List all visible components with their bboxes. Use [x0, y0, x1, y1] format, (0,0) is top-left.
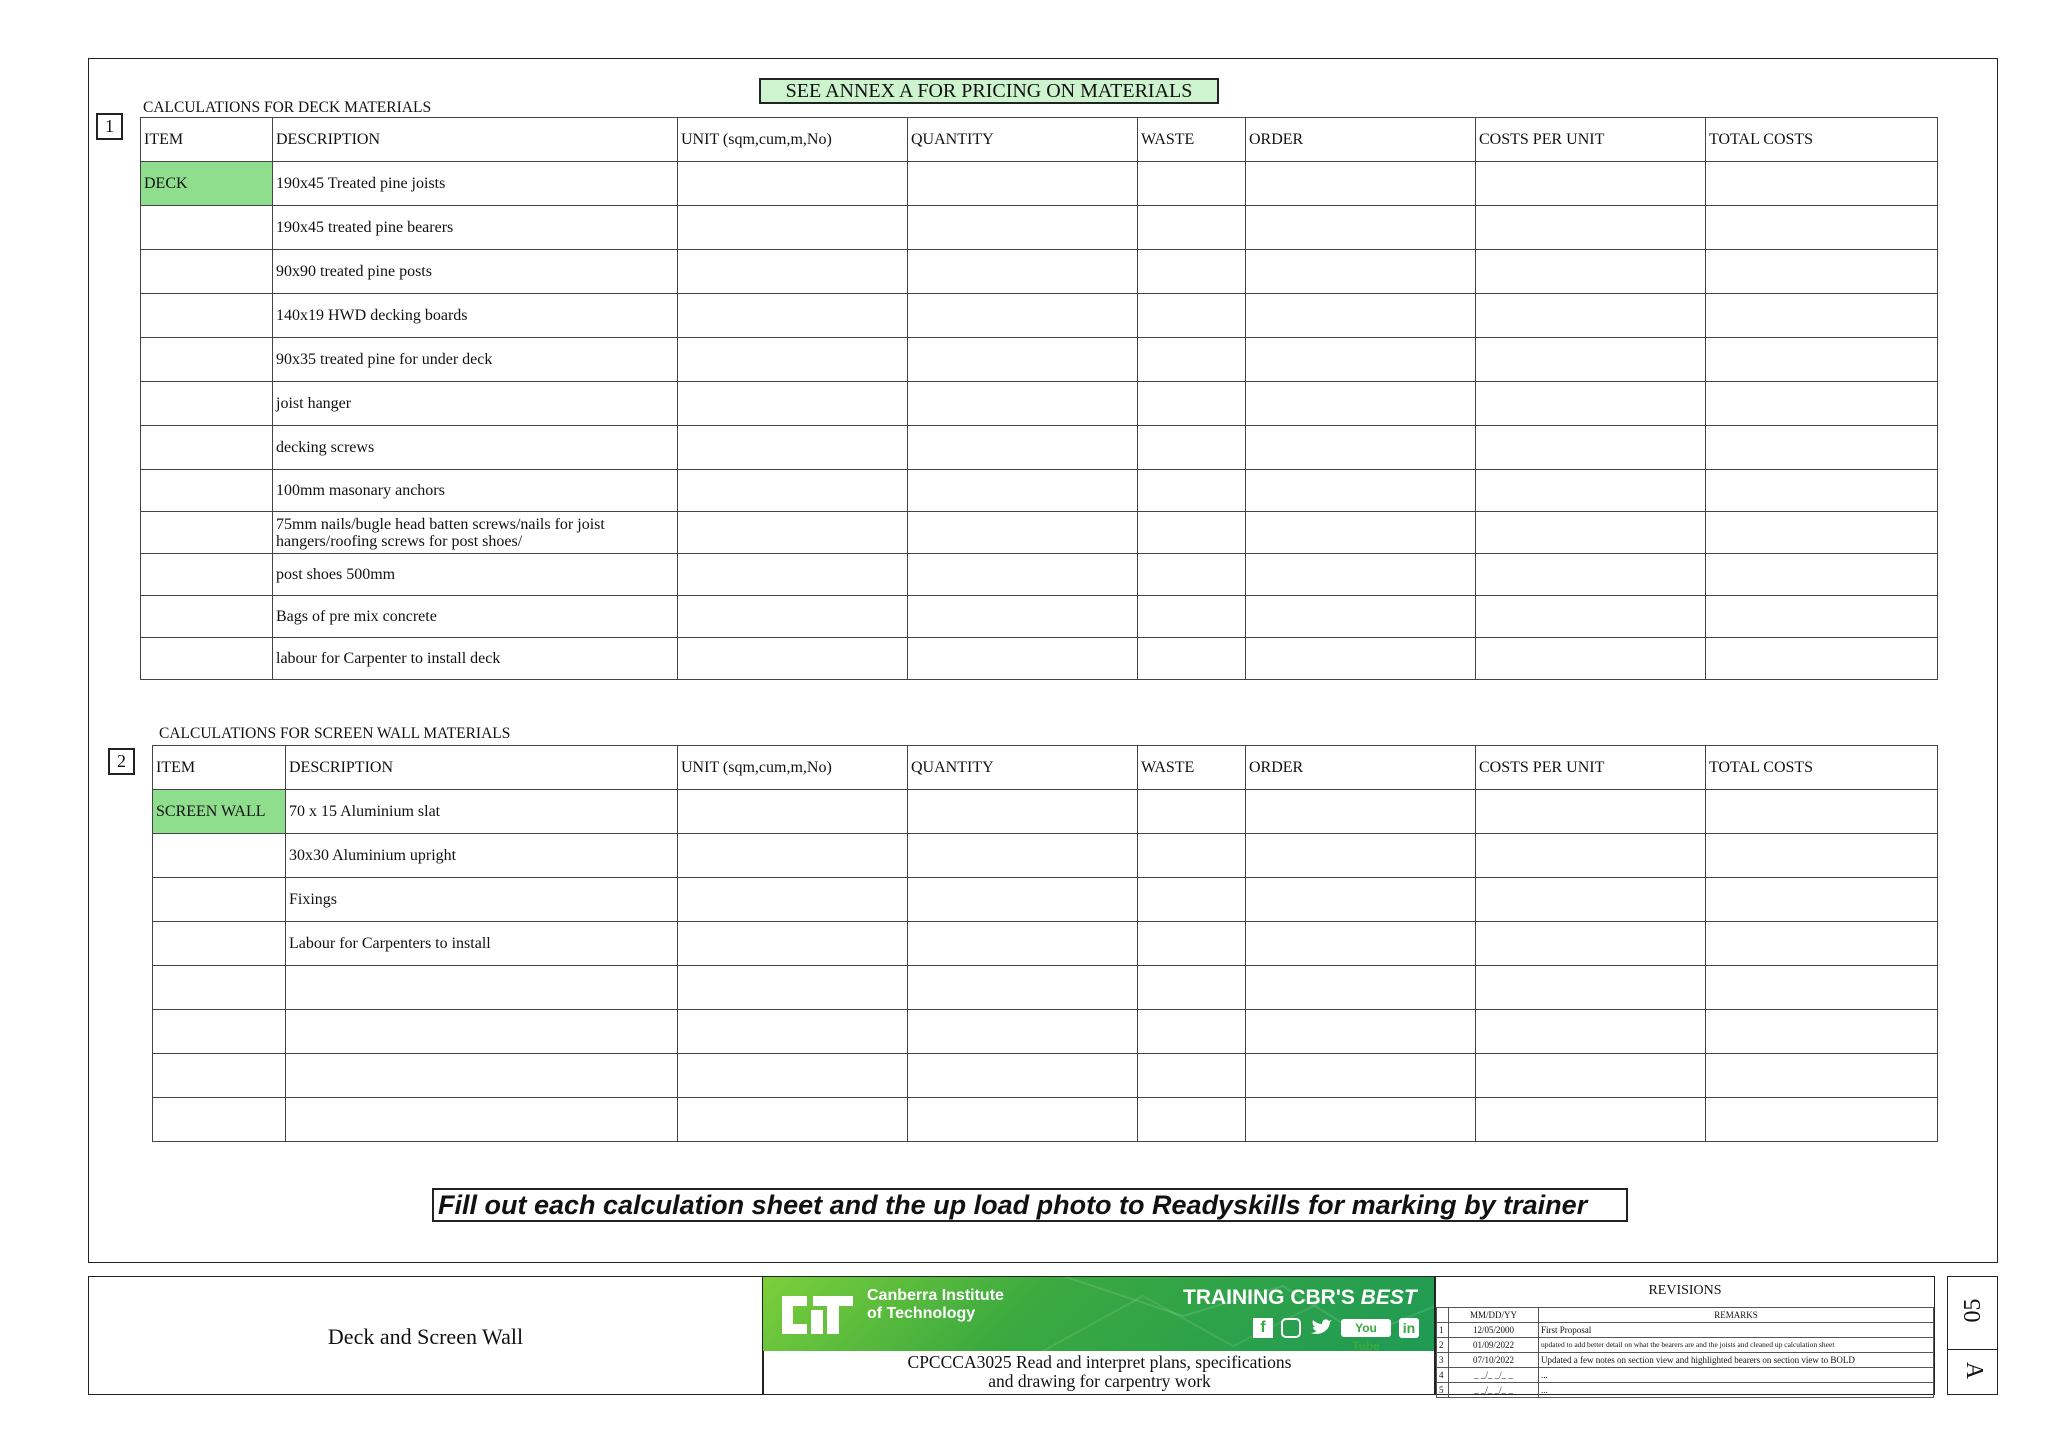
column-header: COSTS PER UNIT [1476, 118, 1706, 162]
description-cell: 90x35 treated pine for under deck [273, 338, 678, 382]
cost-per-unit-cell[interactable] [1476, 470, 1706, 512]
order-cell[interactable] [1246, 250, 1476, 294]
cost-per-unit-cell[interactable] [1476, 206, 1706, 250]
order-cell[interactable] [1246, 338, 1476, 382]
table-row [141, 426, 1938, 470]
description-cell: decking screws [273, 426, 678, 470]
column-header: ORDER [1246, 746, 1476, 790]
order-cell[interactable] [1246, 922, 1476, 966]
order-cell[interactable] [1246, 834, 1476, 878]
column-header: ORDER [1246, 118, 1476, 162]
description-cell [286, 1098, 678, 1142]
item-cell [141, 426, 273, 470]
order-cell[interactable] [1246, 638, 1476, 680]
item-cell [153, 1010, 286, 1054]
item-cell [153, 922, 286, 966]
quantity-cell[interactable] [908, 250, 1138, 294]
order-cell[interactable] [1246, 790, 1476, 834]
order-cell[interactable] [1246, 206, 1476, 250]
order-cell[interactable] [1246, 1098, 1476, 1142]
cost-per-unit-cell[interactable] [1476, 834, 1706, 878]
waste-cell[interactable] [1138, 966, 1246, 1010]
quantity-cell[interactable] [908, 294, 1138, 338]
total-cost-cell[interactable] [1706, 512, 1938, 554]
section-number-1: 1 [96, 113, 123, 140]
sheet-number: 05 [1960, 1298, 1986, 1323]
total-cost-cell[interactable] [1706, 1054, 1938, 1098]
item-cell [141, 512, 273, 554]
description-cell: Fixings [286, 878, 678, 922]
description-cell: labour for Carpenter to install deck [273, 638, 678, 680]
total-cost-cell[interactable] [1706, 596, 1938, 638]
unit-cell[interactable] [678, 790, 908, 834]
quantity-cell[interactable] [908, 596, 1138, 638]
column-header: UNIT (sqm,cum,m,No) [678, 118, 908, 162]
table-row [153, 878, 1938, 922]
revision-number: 3 [1437, 1353, 1449, 1368]
annex-notice: SEE ANNEX A FOR PRICING ON MATERIALS [759, 78, 1219, 104]
column-header: QUANTITY [908, 746, 1138, 790]
total-cost-cell[interactable] [1706, 834, 1938, 878]
total-cost-cell[interactable] [1706, 878, 1938, 922]
revisions-column-header [1437, 1308, 1449, 1323]
cost-per-unit-cell[interactable] [1476, 554, 1706, 596]
revisions-block [1435, 1276, 1935, 1395]
revision-date: 12/05/2000 [1449, 1323, 1539, 1338]
total-cost-cell[interactable] [1706, 554, 1938, 596]
revision-date: _ _/_ _/_ _ [1449, 1383, 1539, 1398]
column-header: COSTS PER UNIT [1476, 746, 1706, 790]
table-row [153, 1098, 1938, 1142]
item-cell: DECK [141, 162, 273, 206]
cost-per-unit-cell[interactable] [1476, 294, 1706, 338]
table-row [141, 162, 1938, 206]
total-cost-cell[interactable] [1706, 426, 1938, 470]
cost-per-unit-cell[interactable] [1476, 790, 1706, 834]
cost-per-unit-cell[interactable] [1476, 878, 1706, 922]
unit-cell[interactable] [678, 206, 908, 250]
description-cell [286, 966, 678, 1010]
table-header-row [141, 118, 1938, 162]
total-cost-cell[interactable] [1706, 294, 1938, 338]
column-header: DESCRIPTION [286, 746, 678, 790]
unit-cell[interactable] [678, 1098, 908, 1142]
order-cell[interactable] [1246, 1054, 1476, 1098]
description-cell: 100mm masonary anchors [273, 470, 678, 512]
quantity-cell[interactable] [908, 206, 1138, 250]
total-cost-cell[interactable] [1706, 1098, 1938, 1142]
drawing-title: Deck and Screen Wall [88, 1276, 763, 1395]
sheet-letter: A [1961, 1361, 1987, 1380]
table-row [141, 638, 1938, 680]
table-row [153, 966, 1938, 1010]
order-cell[interactable] [1246, 1010, 1476, 1054]
total-cost-cell[interactable] [1706, 382, 1938, 426]
quantity-cell[interactable] [908, 638, 1138, 680]
waste-cell[interactable] [1138, 206, 1246, 250]
table-row [153, 790, 1938, 834]
quantity-cell[interactable] [908, 1010, 1138, 1054]
sheet-id-block [1947, 1276, 1998, 1395]
facebook-icon[interactable]: f [1253, 1318, 1273, 1338]
column-header: ITEM [141, 118, 273, 162]
unit-cell[interactable] [678, 470, 908, 512]
deck-calculation-table [140, 117, 1938, 680]
table-row [141, 294, 1938, 338]
waste-cell[interactable] [1138, 250, 1246, 294]
waste-cell[interactable] [1138, 426, 1246, 470]
cost-per-unit-cell[interactable] [1476, 338, 1706, 382]
cost-per-unit-cell[interactable] [1476, 1054, 1706, 1098]
column-header: QUANTITY [908, 118, 1138, 162]
waste-cell[interactable] [1138, 512, 1246, 554]
description-cell: 30x30 Aluminium upright [286, 834, 678, 878]
description-cell: 75mm nails/bugle head batten screws/nails for joist hangers/roofing screws for post shoes/ [273, 512, 678, 554]
revisions-header-row [1437, 1308, 1934, 1323]
cost-per-unit-cell[interactable] [1476, 922, 1706, 966]
revision-remark: First Proposal [1539, 1323, 1934, 1338]
unit-cell[interactable] [678, 596, 908, 638]
item-cell: SCREEN WALL [153, 790, 286, 834]
revisions-title: REVISIONS [1648, 1283, 1722, 1298]
table-row [141, 206, 1938, 250]
slogan-emphasis: BEST [1360, 1286, 1417, 1309]
cost-per-unit-cell[interactable] [1476, 162, 1706, 206]
revision-row [1437, 1368, 1934, 1383]
table-row [141, 382, 1938, 426]
institute-line-1: Canberra Institute [867, 1287, 1004, 1304]
item-cell [153, 834, 286, 878]
revision-row [1437, 1323, 1934, 1338]
quantity-cell[interactable] [908, 1054, 1138, 1098]
cost-per-unit-cell[interactable] [1476, 382, 1706, 426]
unit-cell[interactable] [678, 162, 908, 206]
quantity-cell[interactable] [908, 922, 1138, 966]
unit-cell[interactable] [678, 1010, 908, 1054]
revision-remark: ... [1539, 1383, 1934, 1398]
description-cell: post shoes 500mm [273, 554, 678, 596]
table-row [153, 834, 1938, 878]
waste-cell[interactable] [1138, 382, 1246, 426]
description-cell: Bags of pre mix concrete [273, 596, 678, 638]
revision-remark: updated to add better detail on what the bearers are and the joists and cleaned up calculation sheet [1539, 1338, 1934, 1353]
table-row [141, 554, 1938, 596]
unit-cell[interactable] [678, 294, 908, 338]
unit-cell[interactable] [678, 426, 908, 470]
institute-line-2: of Technology [867, 1305, 976, 1322]
item-cell [141, 596, 273, 638]
cost-per-unit-cell[interactable] [1476, 250, 1706, 294]
unit-cell[interactable] [678, 554, 908, 596]
quantity-cell[interactable] [908, 1098, 1138, 1142]
item-cell [141, 638, 273, 680]
waste-cell[interactable] [1138, 470, 1246, 512]
waste-cell[interactable] [1138, 790, 1246, 834]
course-line-2: and drawing for carpentry work [988, 1371, 1211, 1391]
quantity-cell[interactable] [908, 338, 1138, 382]
description-cell: joist hanger [273, 382, 678, 426]
revisions-column-header: REMARKS [1539, 1308, 1934, 1323]
deck-section-title: CALCULATIONS FOR DECK MATERIALS [143, 99, 432, 116]
description-cell [286, 1054, 678, 1098]
table-row [153, 1010, 1938, 1054]
cost-per-unit-cell[interactable] [1476, 596, 1706, 638]
waste-cell[interactable] [1138, 162, 1246, 206]
description-cell: 190x45 treated pine bearers [273, 206, 678, 250]
unit-cell[interactable] [678, 922, 908, 966]
order-cell[interactable] [1246, 512, 1476, 554]
quantity-cell[interactable] [908, 834, 1138, 878]
quantity-cell[interactable] [908, 162, 1138, 206]
revision-row [1437, 1383, 1934, 1398]
cost-per-unit-cell[interactable] [1476, 512, 1706, 554]
column-header: WASTE [1138, 118, 1246, 162]
total-cost-cell[interactable] [1706, 338, 1938, 382]
waste-cell[interactable] [1138, 596, 1246, 638]
order-cell[interactable] [1246, 294, 1476, 338]
quantity-cell[interactable] [908, 470, 1138, 512]
slogan-main: TRAINING CBR'S [1183, 1286, 1355, 1309]
total-cost-cell[interactable] [1706, 250, 1938, 294]
revision-number: 1 [1437, 1323, 1449, 1338]
cost-per-unit-cell[interactable] [1476, 1010, 1706, 1054]
item-cell [141, 554, 273, 596]
revision-row [1437, 1338, 1934, 1353]
unit-cell[interactable] [678, 834, 908, 878]
table-row [153, 1054, 1938, 1098]
item-cell [153, 966, 286, 1010]
item-cell [141, 206, 273, 250]
order-cell[interactable] [1246, 162, 1476, 206]
quantity-cell[interactable] [908, 790, 1138, 834]
description-cell: Labour for Carpenters to install [286, 922, 678, 966]
table-header-row [153, 746, 1938, 790]
table-row [153, 922, 1938, 966]
total-cost-cell[interactable] [1706, 470, 1938, 512]
item-cell [141, 294, 273, 338]
waste-cell[interactable] [1138, 638, 1246, 680]
revisions-table [1436, 1307, 1934, 1398]
waste-cell[interactable] [1138, 922, 1246, 966]
item-cell [141, 470, 273, 512]
column-header: ITEM [153, 746, 286, 790]
quantity-cell[interactable] [908, 966, 1138, 1010]
table-row [141, 470, 1938, 512]
description-cell: 90x90 treated pine posts [273, 250, 678, 294]
item-cell [153, 878, 286, 922]
unit-cell[interactable] [678, 638, 908, 680]
column-header: DESCRIPTION [273, 118, 678, 162]
waste-cell[interactable] [1138, 834, 1246, 878]
waste-cell[interactable] [1138, 338, 1246, 382]
item-cell [153, 1054, 286, 1098]
cost-per-unit-cell[interactable] [1476, 1098, 1706, 1142]
banner-frame [763, 1276, 1435, 1395]
cost-per-unit-cell[interactable] [1476, 966, 1706, 1010]
order-cell[interactable] [1246, 966, 1476, 1010]
column-header: TOTAL COSTS [1706, 746, 1938, 790]
section-number-2: 2 [108, 748, 135, 775]
table-row [141, 596, 1938, 638]
screen-section-title: CALCULATIONS FOR SCREEN WALL MATERIALS [159, 725, 511, 742]
quantity-cell[interactable] [908, 512, 1138, 554]
table-row [141, 512, 1938, 554]
unit-cell[interactable] [678, 966, 908, 1010]
waste-cell[interactable] [1138, 1098, 1246, 1142]
cost-per-unit-cell[interactable] [1476, 426, 1706, 470]
quantity-cell[interactable] [908, 382, 1138, 426]
item-cell [141, 338, 273, 382]
table-row [141, 338, 1938, 382]
total-cost-cell[interactable] [1706, 1010, 1938, 1054]
revision-remark: Updated a few notes on section view and highlighted bearers on section view to BOLD [1539, 1353, 1934, 1368]
order-cell[interactable] [1246, 554, 1476, 596]
description-cell: 190x45 Treated pine joists [273, 162, 678, 206]
item-cell [153, 1098, 286, 1142]
order-cell[interactable] [1246, 878, 1476, 922]
order-cell[interactable] [1246, 382, 1476, 426]
screen-calculation-table [152, 745, 1938, 1142]
description-cell [286, 1010, 678, 1054]
quantity-cell[interactable] [908, 878, 1138, 922]
total-cost-cell[interactable] [1706, 790, 1938, 834]
quantity-cell[interactable] [908, 426, 1138, 470]
waste-cell[interactable] [1138, 294, 1246, 338]
unit-cell[interactable] [678, 250, 908, 294]
revision-date: _ _/_ _/_ _ [1449, 1368, 1539, 1383]
order-cell[interactable] [1246, 596, 1476, 638]
table-row [141, 250, 1938, 294]
instruction-banner: Fill out each calculation sheet and the up load photo to Readyskills for marking by trainer [432, 1188, 1628, 1222]
unit-cell[interactable] [678, 1054, 908, 1098]
order-cell[interactable] [1246, 426, 1476, 470]
description-cell: 70 x 15 Aluminium slat [286, 790, 678, 834]
item-cell [141, 382, 273, 426]
column-header: TOTAL COSTS [1706, 118, 1938, 162]
waste-cell[interactable] [1138, 554, 1246, 596]
revision-date: 01/09/2022 [1449, 1338, 1539, 1353]
waste-cell[interactable] [1138, 1054, 1246, 1098]
revisions-column-header: MM/DD/YY [1449, 1308, 1539, 1323]
youtube-icon[interactable]: You Tube [1341, 1319, 1391, 1337]
revision-number: 5 [1437, 1383, 1449, 1398]
course-line-1: CPCCCA3025 Read and interpret plans, specifications [907, 1352, 1292, 1372]
revision-number: 4 [1437, 1368, 1449, 1383]
revision-date: 07/10/2022 [1449, 1353, 1539, 1368]
linkedin-icon[interactable]: in [1399, 1318, 1419, 1338]
revision-row [1437, 1353, 1934, 1368]
cost-per-unit-cell[interactable] [1476, 638, 1706, 680]
total-cost-cell[interactable] [1706, 922, 1938, 966]
order-cell[interactable] [1246, 470, 1476, 512]
column-header: WASTE [1138, 746, 1246, 790]
column-header: UNIT (sqm,cum,m,No) [678, 746, 908, 790]
total-cost-cell[interactable] [1706, 966, 1938, 1010]
waste-cell[interactable] [1138, 1010, 1246, 1054]
revision-number: 2 [1437, 1338, 1449, 1353]
waste-cell[interactable] [1138, 878, 1246, 922]
unit-cell[interactable] [678, 512, 908, 554]
unit-cell[interactable] [678, 878, 908, 922]
unit-cell[interactable] [678, 382, 908, 426]
total-cost-cell[interactable] [1706, 162, 1938, 206]
description-cell: 140x19 HWD decking boards [273, 294, 678, 338]
item-cell [141, 250, 273, 294]
unit-cell[interactable] [678, 338, 908, 382]
quantity-cell[interactable] [908, 554, 1138, 596]
total-cost-cell[interactable] [1706, 638, 1938, 680]
revision-remark: ... [1539, 1368, 1934, 1383]
total-cost-cell[interactable] [1706, 206, 1938, 250]
